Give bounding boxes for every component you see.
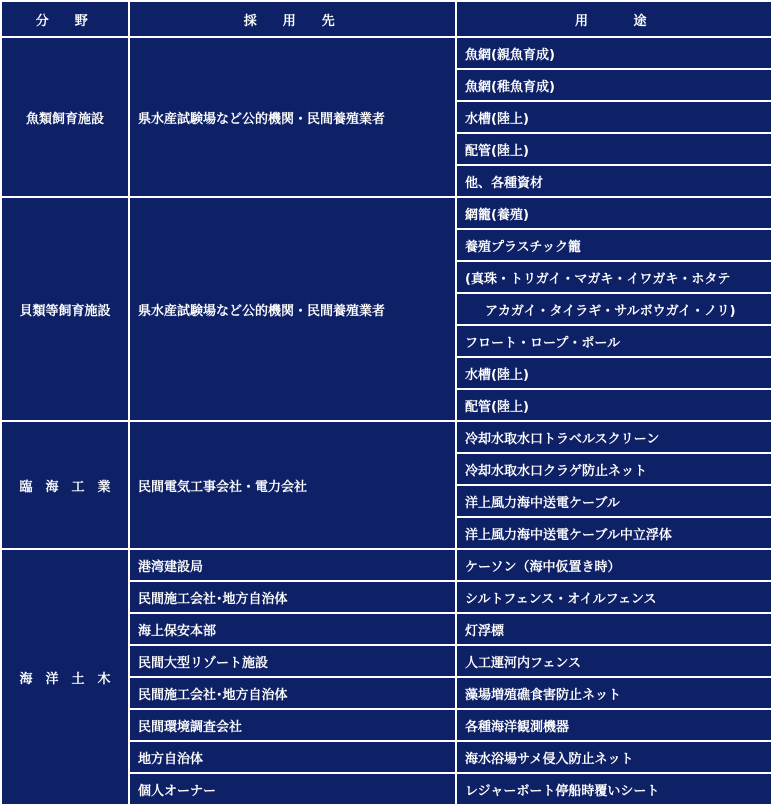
adopter-shellfish: 県水産試験場など公的機関・民間養殖業者 [129, 197, 456, 421]
table-row [1, 197, 771, 229]
table-row [1, 37, 771, 69]
header-usage: 用 途 [456, 1, 771, 37]
adopter-cell: 民間大型リゾート施設 [129, 645, 456, 677]
adopter-cell: 港湾建設局 [129, 549, 456, 581]
usage-cell: アカガイ・タイラギ・サルボウガイ・ノリ) [456, 293, 771, 325]
table-row [1, 421, 771, 453]
usage-cell: 養殖プラスチック籠 [456, 229, 771, 261]
header-adopter: 採 用 先 [129, 1, 456, 37]
usage-cell: 洋上風力海中送電ケーブル [456, 485, 771, 517]
usage-cell: 藻場増殖礁食害防止ネット [456, 677, 771, 709]
category-shellfish: 貝類等飼育施設 [1, 197, 129, 421]
usage-cell: 冷却水取水口クラゲ防止ネット [456, 453, 771, 485]
usage-cell: 配管(陸上) [456, 389, 771, 421]
usage-cell: 配管(陸上) [456, 133, 771, 165]
usage-cell: 魚網(親魚育成) [456, 37, 771, 69]
header-row [1, 1, 771, 37]
usage-cell: 洋上風力海中送電ケーブル中立浮体 [456, 517, 771, 549]
category-marine: 海 洋 土 木 [1, 549, 129, 805]
adopter-cell: 民間環境調査会社 [129, 709, 456, 741]
table-row [1, 549, 771, 581]
header-field: 分 野 [1, 1, 129, 37]
adopter-cell: 地方自治体 [129, 741, 456, 773]
usage-cell: レジャーボート停船時覆いシート [456, 773, 771, 805]
usage-cell: フロート・ロープ・ポール [456, 325, 771, 357]
usage-cell: 水槽(陸上) [456, 357, 771, 389]
adopter-cell: 海上保安本部 [129, 613, 456, 645]
adopter-fish: 県水産試験場など公的機関・民間養殖業者 [129, 37, 456, 197]
usage-cell: 水槽(陸上) [456, 101, 771, 133]
usage-cell: 各種海洋観測機器 [456, 709, 771, 741]
usage-cell: 人工運河内フェンス [456, 645, 771, 677]
adopter-cell: 民間施工会社･地方自治体 [129, 677, 456, 709]
usage-cell: 海水浴場サメ侵入防止ネット [456, 741, 771, 773]
category-fish: 魚類飼育施設 [1, 37, 129, 197]
usage-cell: 他、各種資材 [456, 165, 771, 197]
adopter-coastal: 民間電気工事会社・電力会社 [129, 421, 456, 549]
usage-cell: ケーソン（海中仮置き時） [456, 549, 771, 581]
category-coastal: 臨 海 工 業 [1, 421, 129, 549]
usage-cell: 冷却水取水口トラベルスクリーン [456, 421, 771, 453]
usage-cell: シルトフェンス・オイルフェンス [456, 581, 771, 613]
usage-cell: 灯浮標 [456, 613, 771, 645]
usage-cell: 網籠(養殖) [456, 197, 771, 229]
usage-cell: (真珠・トリガイ・マガキ・イワガキ・ホタテ [456, 261, 771, 293]
adopter-cell: 民間施工会社･地方自治体 [129, 581, 456, 613]
adopter-cell: 個人オーナー [129, 773, 456, 805]
usage-cell: 魚網(稚魚育成) [456, 69, 771, 101]
